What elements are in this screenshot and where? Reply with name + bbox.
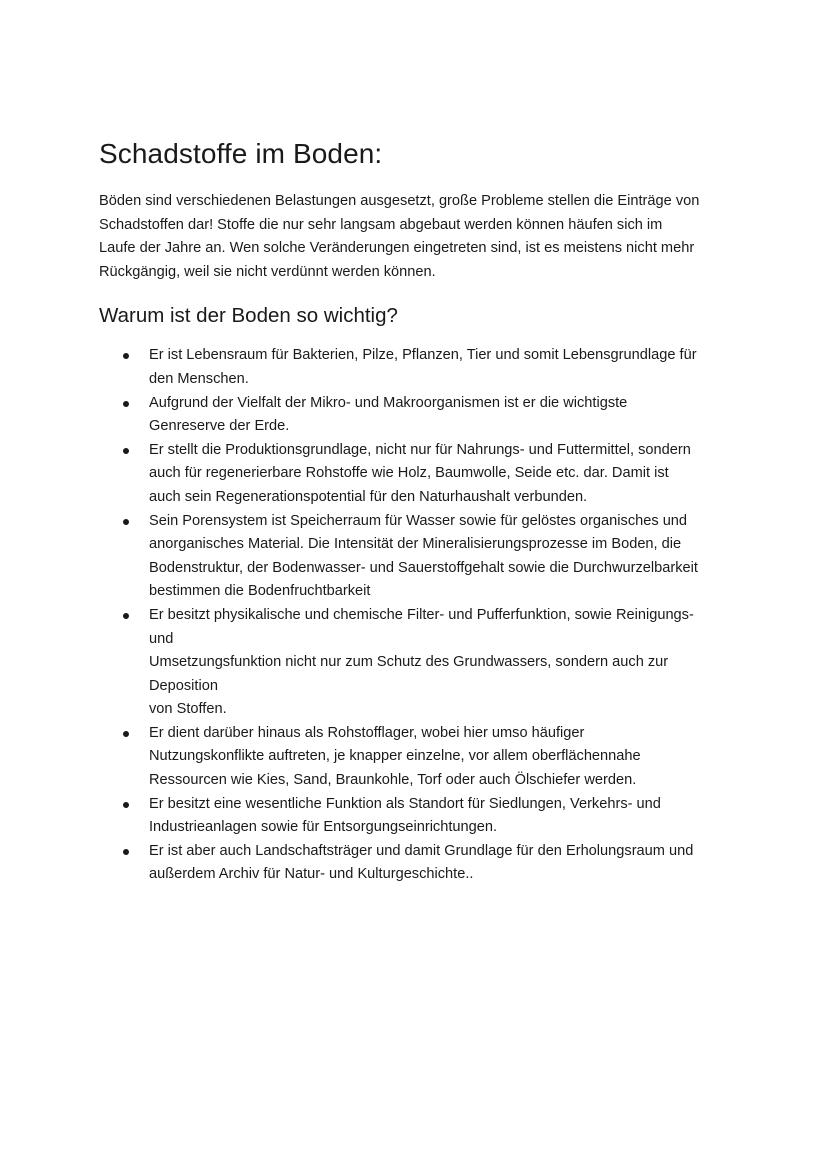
bullet-line: Aufgrund der Vielfalt der Mikro- und Makroorganismen ist er die wichtigste	[149, 394, 628, 411]
bullet-item	[99, 793, 739, 840]
bullet-icon	[123, 731, 129, 737]
bullet-item	[99, 510, 739, 604]
bullet-line: Umsetzungsfunktion nicht nur zum Schutz des Grundwassers, sondern auch zur	[149, 654, 669, 671]
bullet-icon	[123, 401, 129, 407]
bullet-item	[99, 439, 739, 510]
bullet-icon	[123, 353, 129, 359]
bullet-item	[99, 722, 739, 793]
page-title: Schadstoffe im Boden:	[99, 138, 383, 169]
bullet-line: Er besitzt eine wesentliche Funktion als Standort für Siedlungen, Verkehrs- und	[149, 795, 661, 812]
bullet-icon	[123, 802, 129, 808]
intro-line: Schadstoffen dar! Stoffe die nur sehr langsam abgebaut werden können häufen sich im	[99, 216, 663, 233]
bullet-line: und	[149, 630, 174, 647]
bullet-line: Er stellt die Produktionsgrundlage, nicht nur für Nahrungs- und Futtermittel, sondern	[149, 441, 691, 458]
bullet-icon	[123, 613, 129, 619]
bullet-list	[99, 344, 739, 887]
intro-line: Laufe der Jahre an. Wen solche Veränderungen eingetreten sind, ist es meistens nicht mehr	[99, 240, 695, 257]
bullet-line: Er besitzt physikalische und chemische Filter- und Pufferfunktion, sowie Reinigungs-	[149, 606, 694, 623]
intro-line: Rückgängig, weil sie nicht verdünnt werden können.	[99, 263, 436, 280]
document-content	[99, 134, 739, 887]
bullet-line: Ressourcen wie Kies, Sand, Braunkohle, Torf oder auch Ölschiefer werden.	[149, 772, 637, 789]
bullet-line: Bodenstruktur, der Bodenwasser- und Sauerstoffgehalt sowie die Durchwurzelbarkeit	[149, 559, 698, 576]
bullet-line: Sein Porensystem ist Speicherraum für Wasser sowie für gelöstes organisches und	[149, 512, 688, 529]
bullet-line: von Stoffen.	[149, 701, 227, 718]
bullet-item	[99, 344, 739, 391]
bullet-line: den Menschen.	[149, 370, 249, 387]
bullet-line: Industrieanlagen sowie für Entsorgungseinrichtungen.	[149, 819, 498, 836]
bullet-item	[99, 840, 739, 887]
bullet-line: auch für regenerierbare Rohstoffe wie Holz, Baumwolle, Seide etc. dar. Damit ist	[149, 465, 669, 482]
bullet-line: außerdem Archiv für Natur- und Kulturgeschichte..	[149, 866, 474, 883]
intro-line: Böden sind verschiedenen Belastungen ausgesetzt, große Probleme stellen die Einträge von	[99, 193, 700, 209]
bullet-line: bestimmen die Bodenfruchtbarkeit	[149, 583, 371, 600]
bullet-line: Er dient darüber hinaus als Rohstofflager, wobei hier umso häufiger	[149, 724, 585, 741]
bullet-line: Nutzungskonflikte auftreten, je knapper einzelne, vor allem oberflächennahe	[149, 748, 641, 765]
section-heading: Warum ist der Boden so wichtig?	[99, 304, 398, 328]
bullet-line: Er ist Lebensraum für Bakterien, Pilze, Pflanzen, Tier und somit Lebensgrundlage für	[149, 347, 697, 364]
intro-paragraph	[99, 190, 739, 284]
bullet-line: Deposition	[149, 677, 218, 694]
bullet-item	[99, 604, 739, 722]
bullet-icon	[123, 448, 129, 454]
bullet-item	[99, 392, 739, 439]
bullet-line: Er ist aber auch Landschaftsträger und damit Grundlage für den Erholungsraum und	[149, 842, 694, 859]
bullet-line: auch sein Regenerationspotential für den Naturhaushalt verbunden.	[149, 488, 588, 505]
bullet-line: Genreserve der Erde.	[149, 418, 290, 435]
bullet-icon	[123, 849, 129, 855]
bullet-line: anorganisches Material. Die Intensität der Mineralisierungsprozesse im Boden, die	[149, 536, 682, 553]
bullet-icon	[123, 519, 129, 525]
